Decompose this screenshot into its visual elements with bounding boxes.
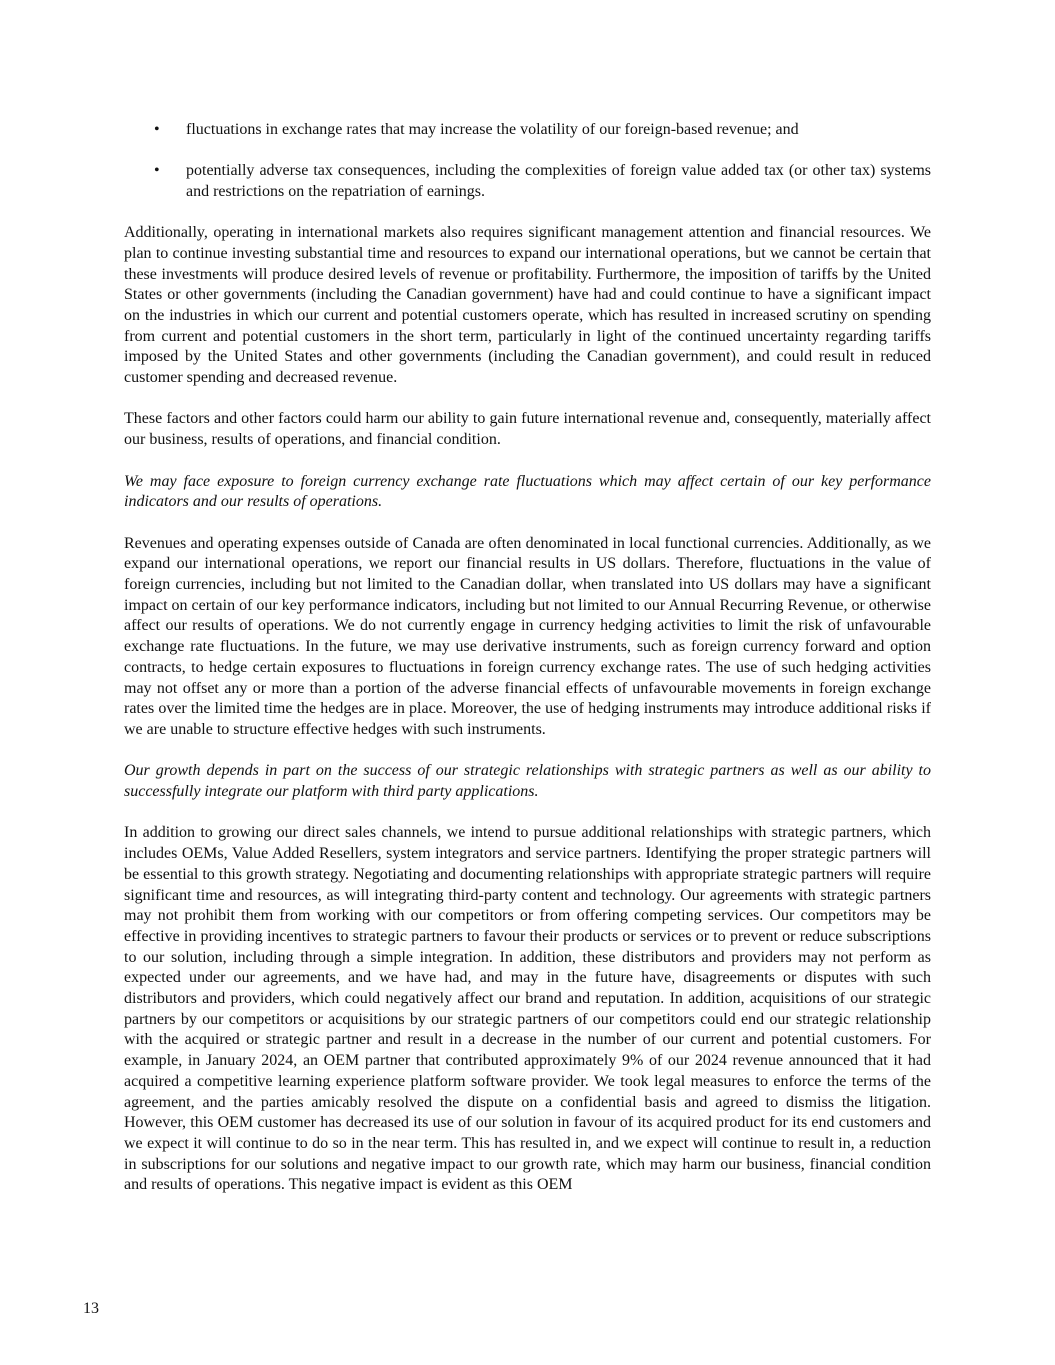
bullet-item-tax-consequences (124, 161, 931, 202)
bullet-item-exchange-rates (124, 120, 931, 141)
risk-heading-strategic-partners: Our growth depends in part on the success of our strategic relationships with strategic partners as well as our ability to successfully integrate our platform with third party applications. (124, 762, 931, 801)
bullet-icon: • (154, 162, 160, 180)
bullet-text: fluctuations in exchange rates that may increase the volatility of our foreign-based revenue; and (186, 121, 799, 138)
paragraph-international-markets: Additionally, operating in international markets also requires significant management attention and financial resources. We plan to continue investing substantial time and resources to expand our international operations, but we cannot be certain that these investments will produce desired levels of revenue or profitability. Furthermore, the imposition of tariffs by the United States or other governments (including the Canadian government) have had and could continue to have a significant impact on the industries in which our current and potential customers operate, which has resulted in increased scrutiny on spending from current and potential customers in the short term, particularly in light of the continued uncertainty regarding tariffs imposed by the United States and other governments (including the Canadian government), and could result in reduced customer spending and decreased revenue. (124, 224, 931, 387)
bullet-text: potentially adverse tax consequences, including the complexities of foreign value added tax (or other tax) systems and restrictions on the repatriation of earnings. (186, 162, 931, 200)
page-number: 13 (83, 1300, 99, 1317)
risk-heading-currency-exposure: We may face exposure to foreign currency exchange rate fluctuations which may affect certain of our key performance indicators and our results of operations. (124, 472, 931, 511)
page-content (124, 120, 931, 1217)
paragraph-factors-summary: These factors and other factors could harm our ability to gain future international revenue and, consequently, materially affect our business, results of operations, and financial condition. (124, 410, 931, 449)
paragraph-currency-exposure: Revenues and operating expenses outside of Canada are often denominated in local functional currencies. Additionally, as we expand our international operations, we report our financial results in US dollars. Therefore, fluctuations in the value of foreign currencies, including but not limited to the Canadian dollar, when translated into US dollars may have a significant impact on certain of our key performance indicators, including but not limited to our Annual Recurring Revenue, or otherwise affect our results of operations. We do not currently engage in currency hedging activities to limit the risk of unfavourable exchange rate fluctuations. In the future, we may use derivative instruments, such as foreign currency forward and option contracts, to hedge certain exposures to fluctuations in foreign currency exchange rates. The use of such hedging activities may not offset any or more than a portion of the adverse financial effects of unfavourable movements in foreign exchange rates over the limited time the hedges are in place. Moreover, the use of hedging instruments may introduce additional risks if we are unable to structure effective hedges with such instruments. (124, 534, 931, 738)
paragraph-strategic-partners: In addition to growing our direct sales channels, we intend to pursue additional relationships with strategic partners, which includes OEMs, Value Added Resellers, system integrators and service partners. Identifying the proper strategic partners will be essential to this growth strategy. Negotiating and documenting relationships with appropriate strategic partners will require significant time and resources, as will integrating third-party content and technology. Our agreements with strategic partners may not prohibit them from working with our competitors or from offering competing services. Our competitors may be effective in providing incentives to strategic partners to favour their products or services or to prevent or reduce subscriptions to our solution, including through a simple integration. In addition, these distributors and providers may not perform as expected under our agreements, and we have had, and may in the future have, disagreements or disputes with such distributors and providers, which could negatively affect our brand and reputation. In addition, acquisitions of our strategic partners by our competitors or acquisitions by our strategic partners of our competitors could end our strategic relationship with the acquired or strategic partner and result in a decrease in the number of our current and potential customers. For example, in January 2024, an OEM partner that contributed approximately 9% of our 2024 revenue announced that it had acquired a competitive learning experience platform software provider. We took legal measures to enforce the terms of the agreement, and the parties amicably resolved the dispute on a confidential basis and agreed to dismiss the litigation. However, this OEM customer has decreased its use of our solution in favour of its acquired product for its end customers and we expect it will continue to do so in the near term. This has resulted in, and we expect will continue to result in, a reduction in subscriptions for our solutions and negative impact to our growth rate, which may harm our business, financial condition and results of operations. This negative impact is evident as this OEM (124, 824, 931, 1194)
risk-bullet-list (124, 120, 931, 203)
bullet-icon: • (154, 121, 160, 138)
